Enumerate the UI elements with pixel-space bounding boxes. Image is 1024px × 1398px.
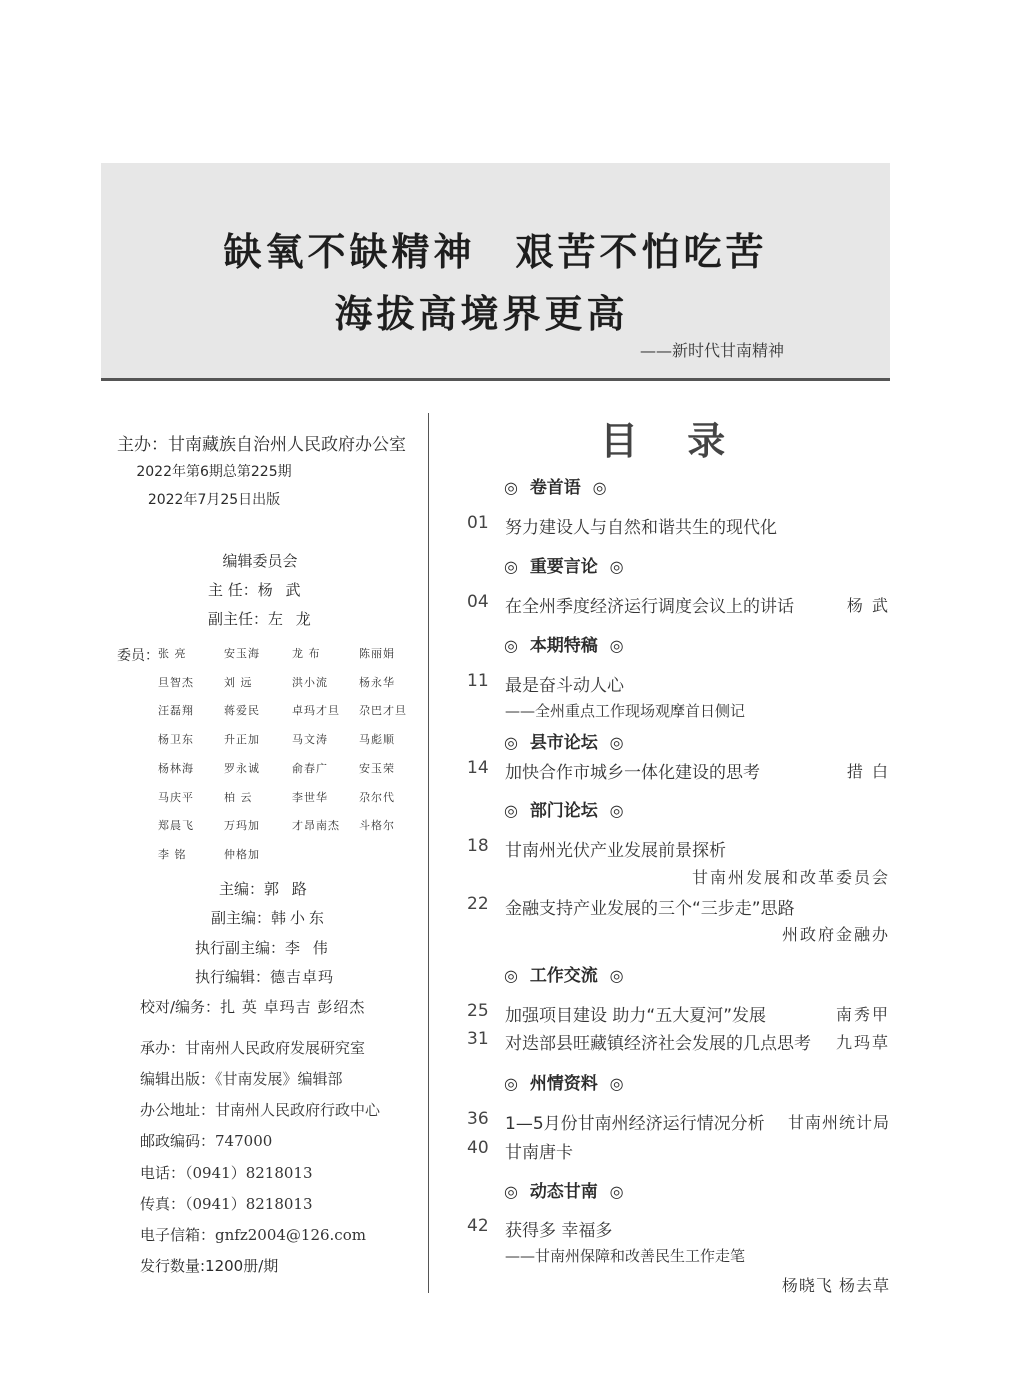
member-name: 马文涛 xyxy=(292,733,328,747)
member-name: 尕尔代 xyxy=(359,790,395,804)
entry-page: 01 xyxy=(467,513,489,533)
section-heading xyxy=(504,1069,624,1094)
entry-title[interactable]: 在全州季度经济运行调度会议上的讲话 xyxy=(505,597,794,617)
board-title: 编辑委员会 xyxy=(222,552,298,570)
entry-author: 甘南州统计局 xyxy=(787,1113,890,1132)
address-val: 甘南州人民政府行政中心 xyxy=(215,1101,381,1119)
member-name: 李 铭 xyxy=(158,847,187,861)
member-name: 杨卫东 xyxy=(158,733,194,747)
member-name: 郑晨飞 xyxy=(158,819,194,833)
entry-page: 31 xyxy=(467,1029,489,1049)
chief-val: 郭 路 xyxy=(264,880,311,898)
issue-number: 2022年第6期总第225期 xyxy=(136,464,292,480)
member-name: 马庆平 xyxy=(158,790,194,804)
member-name: 万玛加 xyxy=(224,819,260,833)
member-name: 蒋爱民 xyxy=(224,704,260,718)
deputy-editor xyxy=(211,907,328,928)
publisher-val: 《甘南发展》编辑部 xyxy=(215,1070,343,1088)
member-name: 升正加 xyxy=(224,733,260,747)
postcode xyxy=(140,1130,272,1151)
exec-editor-key: 执行编辑： xyxy=(195,968,271,986)
entry-title[interactable]: 获得多 幸福多 xyxy=(505,1221,613,1241)
undertaker-val: 甘南州人民政府发展研究室 xyxy=(185,1039,366,1057)
entry-page: 42 xyxy=(467,1216,489,1236)
member-name: 汪磊翔 xyxy=(158,704,194,718)
member-name: 安玉荣 xyxy=(359,761,395,775)
section-name: 卷首语 xyxy=(529,478,581,498)
section-mark-right: ◎ xyxy=(609,636,624,655)
email xyxy=(140,1224,366,1245)
section-name: 本期特稿 xyxy=(529,636,598,656)
section-mark-right: ◎ xyxy=(609,1182,624,1201)
email-val: gnfz2004@126.com xyxy=(215,1226,366,1244)
undertaker xyxy=(140,1037,365,1058)
member-name: 才昂南杰 xyxy=(292,819,340,833)
entry-page: 18 xyxy=(467,836,489,856)
section-mark-left: ◎ xyxy=(504,733,518,752)
entry-author: 九玛草 xyxy=(835,1033,890,1052)
section-mark-right: ◎ xyxy=(609,801,624,820)
exec-editor-val: 德吉卓玛 xyxy=(270,968,335,986)
director xyxy=(208,579,305,600)
deputy-key: 副主编： xyxy=(211,909,272,927)
fax xyxy=(140,1193,313,1214)
entry-author: 杨 武 xyxy=(846,596,890,615)
exec-editor xyxy=(195,966,334,987)
entry-title[interactable]: 甘南州光伏产业发展前景探析 xyxy=(505,841,726,861)
entry-title[interactable]: 1—5月份甘南州经济运行情况分析 xyxy=(505,1114,765,1134)
publisher-key: 编辑出版： xyxy=(140,1070,216,1088)
fax-val: （0941）8218013 xyxy=(185,1195,313,1213)
entry-title[interactable]: 对迭部县旺藏镇经济社会发展的几点思考 xyxy=(505,1034,811,1054)
section-mark-left: ◎ xyxy=(504,801,518,820)
entry-author: 措 白 xyxy=(846,762,890,781)
phone-val: （0941）8218013 xyxy=(185,1164,313,1182)
phone xyxy=(140,1162,313,1183)
member-name: 杨林海 xyxy=(158,761,194,775)
section-name: 重要言论 xyxy=(529,557,598,577)
section-heading xyxy=(504,961,624,986)
entry-title[interactable]: 加快合作市城乡一体化建设的思考 xyxy=(505,763,760,783)
motto-signature: ——新时代甘南精神 xyxy=(639,341,784,360)
director-val: 杨 武 xyxy=(257,581,305,599)
column-divider xyxy=(428,413,429,1293)
member-name: 俞春广 xyxy=(292,761,328,775)
deputy-val: 韩小东 xyxy=(271,909,329,927)
entry-subtitle: ——甘南州保障和改善民生工作走笔 xyxy=(505,1247,746,1265)
entry-author: 南秀甲 xyxy=(835,1005,890,1024)
member-name: 洪小流 xyxy=(292,675,328,689)
chief-key: 主编： xyxy=(219,880,265,898)
entry-subtitle: ——全州重点工作现场观摩首日侧记 xyxy=(505,702,746,720)
member-name: 陈丽娟 xyxy=(359,647,395,660)
member-name: 李世华 xyxy=(292,790,328,804)
member-name: 斗格尔 xyxy=(359,819,395,833)
section-mark-left: ◎ xyxy=(504,1182,518,1201)
entry-page: 04 xyxy=(467,592,489,612)
section-name: 工作交流 xyxy=(529,966,598,986)
section-heading xyxy=(504,728,624,753)
member-name: 尕巴才旦 xyxy=(359,704,407,718)
office-address xyxy=(140,1099,380,1120)
entry-page: 40 xyxy=(467,1138,489,1158)
motto-line-2: 海拔高境界更高 xyxy=(334,291,629,336)
section-mark-right: ◎ xyxy=(592,478,607,497)
section-heading xyxy=(504,796,624,821)
exec-deputy-val: 李 伟 xyxy=(285,939,332,957)
fax-key: 传真： xyxy=(140,1195,186,1213)
member-name: 柏 云 xyxy=(224,790,253,804)
director-key: 主 任： xyxy=(208,581,258,599)
motto-line-1a: 缺氧不缺精神 xyxy=(223,229,476,274)
member-name: 安玉海 xyxy=(224,647,260,660)
motto-line-1b: 艰苦不怕吃苦 xyxy=(515,229,768,274)
section-name: 县市论坛 xyxy=(529,733,598,753)
publisher xyxy=(140,1068,343,1089)
vice-director-val: 左 龙 xyxy=(268,610,315,628)
entry-title[interactable]: 甘南唐卡 xyxy=(505,1143,573,1163)
member-name: 刘 远 xyxy=(224,675,253,689)
postcode-key: 邮政编码： xyxy=(140,1132,216,1150)
section-mark-left: ◎ xyxy=(504,557,518,576)
section-name: 部门论坛 xyxy=(529,801,598,821)
section-mark-right: ◎ xyxy=(609,557,624,576)
member-name: 龙 布 xyxy=(292,647,321,660)
vice-director xyxy=(208,608,315,629)
vice-director-key: 副主任： xyxy=(208,610,269,628)
chief-editor xyxy=(219,878,311,899)
section-name: 动态甘南 xyxy=(529,1182,598,1202)
section-mark-left: ◎ xyxy=(504,966,518,985)
exec-deputy-editor xyxy=(195,937,332,958)
postcode-val: 747000 xyxy=(215,1132,273,1150)
member-name: 罗永诚 xyxy=(224,761,260,775)
proofreaders xyxy=(140,996,365,1017)
member-name: 张 亮 xyxy=(158,647,187,660)
entry-page: 25 xyxy=(467,1001,489,1021)
entry-author: 甘南州发展和改革委员会 xyxy=(691,868,890,887)
motto-line-1 xyxy=(101,221,890,276)
member-name: 马彪顺 xyxy=(359,733,395,747)
entry-title[interactable]: 加强项目建设 助力“五大夏河”发展 xyxy=(505,1006,767,1026)
section-name: 州情资料 xyxy=(529,1074,598,1094)
member-name: 卓玛才旦 xyxy=(292,704,340,718)
section-heading xyxy=(504,1177,624,1202)
email-key: 电子信箱： xyxy=(140,1226,216,1244)
entry-title[interactable]: 最是奋斗动人心 xyxy=(505,676,624,696)
undertaker-key: 承办： xyxy=(140,1039,186,1057)
entry-page: 36 xyxy=(467,1109,489,1129)
section-mark-right: ◎ xyxy=(609,966,624,985)
entry-page: 11 xyxy=(467,671,489,691)
exec-deputy-key: 执行副主编： xyxy=(195,939,286,957)
motto-banner xyxy=(101,163,890,379)
address-key: 办公地址： xyxy=(140,1101,216,1119)
member-name: 杨永华 xyxy=(359,675,395,689)
toc-title: 目 录 xyxy=(600,418,744,463)
section-mark-left: ◎ xyxy=(504,636,518,655)
member-name: 旦智杰 xyxy=(158,675,194,689)
entry-author: 杨晓飞 杨去草 xyxy=(781,1276,890,1295)
entry-author: 州政府金融办 xyxy=(781,925,890,944)
section-mark-right: ◎ xyxy=(609,1074,624,1093)
member-name: 仲格加 xyxy=(224,847,260,861)
section-mark-right: ◎ xyxy=(609,733,624,752)
phone-key: 电话： xyxy=(140,1164,186,1182)
proof-key: 校对/编务： xyxy=(140,998,221,1016)
publish-date: 2022年7月25日出版 xyxy=(147,492,281,508)
entry-page: 22 xyxy=(467,894,489,914)
section-heading xyxy=(504,631,624,656)
section-heading xyxy=(504,473,607,498)
host-org: 主办：甘南藏族自治州人民政府办公室 xyxy=(117,435,406,455)
section-mark-left: ◎ xyxy=(504,1074,518,1093)
entry-title[interactable]: 努力建设人与自然和谐共生的现代化 xyxy=(505,518,777,538)
section-heading xyxy=(504,552,624,577)
proof-val: 扎 英 卓玛吉 彭绍杰 xyxy=(220,998,366,1016)
section-mark-left: ◎ xyxy=(504,478,518,497)
banner-rule xyxy=(101,378,890,381)
entry-title[interactable]: 金融支持产业发展的三个“三步走”思路 xyxy=(505,899,795,919)
members-label: 委员： xyxy=(117,648,159,664)
circulation: 发行数量:1200册/期 xyxy=(140,1257,279,1275)
entry-page: 14 xyxy=(467,758,489,778)
